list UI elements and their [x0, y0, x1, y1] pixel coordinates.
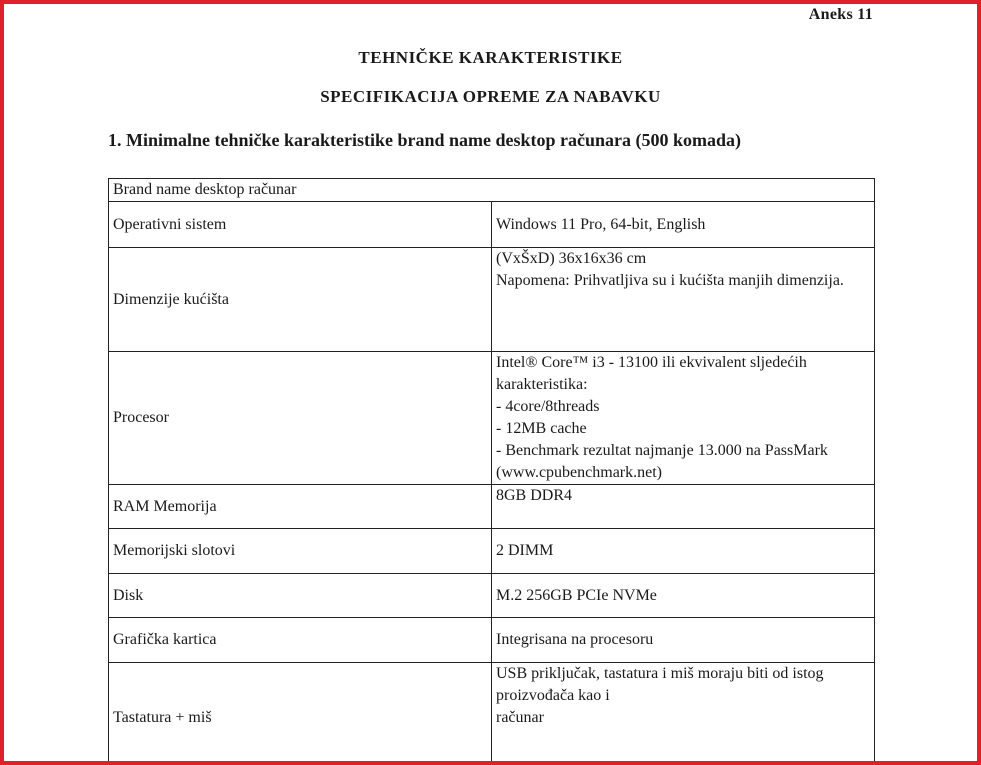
table-row — [109, 202, 875, 248]
row-label-keyboard-mouse: Tastatura + miš — [109, 663, 492, 765]
annex-label: Aneks 11 — [808, 6, 873, 23]
row-value-cpu — [492, 352, 875, 485]
value-line: (VxŠxD) 36x16x36 cm — [496, 250, 647, 267]
spec-table-header-row — [109, 179, 875, 202]
value-line: (www.cpubenchmark.net) — [496, 464, 663, 481]
row-label-slots: Memorijski slotovi — [109, 529, 492, 574]
table-row — [109, 485, 875, 529]
value-line: - 4core/8threads — [496, 398, 600, 415]
value-line: Intel® Core™ i3 - 13100 ili ekvivalent sljedećih karakteristika: — [496, 354, 807, 393]
value-line: 8GB DDR4 — [496, 487, 573, 504]
table-row — [109, 248, 875, 352]
row-value-slots — [492, 529, 875, 574]
value-line: USB priključak, tastatura i miš moraju biti od istog proizvođača kao i — [496, 665, 824, 704]
document-subtitle: SPECIFIKACIJA OPREME ZA NABAVKU — [320, 87, 661, 106]
row-label-gpu: Grafička kartica — [109, 618, 492, 663]
value-line: Napomena: Prihvatljiva su i kućišta manjih dimenzija. — [496, 272, 844, 289]
table-row — [109, 618, 875, 663]
section-heading: 1. Minimalne tehničke karakteristike brand name desktop računara (500 komada) — [108, 130, 742, 150]
row-label-disk: Disk — [109, 574, 492, 618]
table-row — [109, 529, 875, 574]
row-value-os — [492, 202, 875, 248]
value-line: Windows 11 Pro, 64-bit, English — [496, 215, 706, 233]
table-row — [109, 574, 875, 618]
row-value-disk — [492, 574, 875, 618]
value-line: 2 DIMM — [496, 542, 554, 559]
value-line: M.2 256GB PCIe NVMe — [496, 586, 657, 604]
row-label-cpu: Procesor — [109, 352, 492, 485]
row-value-gpu — [492, 618, 875, 663]
row-value-keyboard-mouse — [492, 663, 875, 765]
table-row — [109, 352, 875, 485]
spec-table-header: Brand name desktop računar — [109, 179, 875, 202]
row-value-ram — [492, 485, 875, 529]
value-line: - Benchmark rezultat najmanje 13.000 na PassMark — [496, 442, 828, 459]
value-line: Integrisana na procesoru — [496, 631, 654, 648]
spec-table — [108, 178, 875, 765]
value-line: računar — [496, 709, 544, 726]
row-label-os: Operativni sistem — [109, 202, 492, 248]
row-value-case — [492, 248, 875, 352]
value-line: - 12MB cache — [496, 420, 587, 437]
table-row — [109, 663, 875, 765]
document-title: TEHNIČKE KARAKTERISTIKE — [358, 48, 623, 67]
row-label-case: Dimenzije kućišta — [109, 248, 492, 352]
row-label-ram: RAM Memorija — [109, 485, 492, 529]
